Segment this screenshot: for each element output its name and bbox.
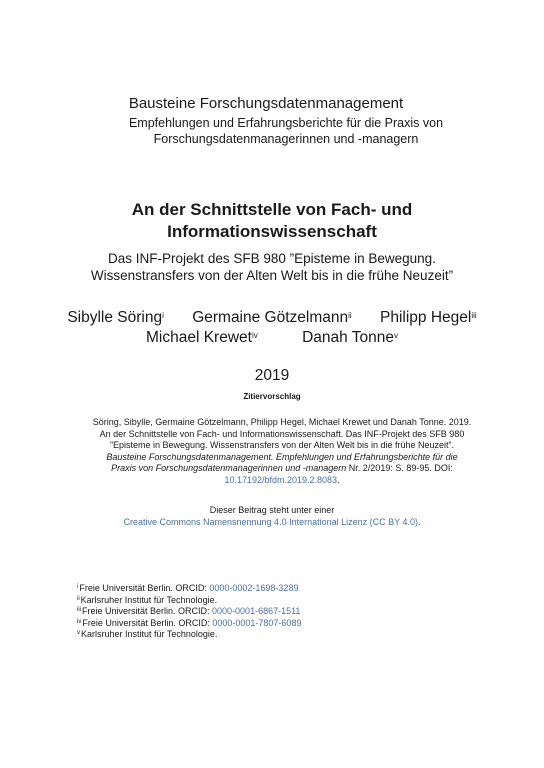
citation-line-2: An der Schnittstelle von Fach- und Informationswissenschaft. Das INF-Projekt des SFB 980 xyxy=(99,428,465,439)
article-title-line-2: Informationswissenschaft xyxy=(167,222,377,241)
license-line-2 xyxy=(0,517,544,529)
license-link[interactable]: Creative Commons Namensnennung 4.0 International Lizenz (CC BY 4.0) xyxy=(123,516,418,527)
license-end: . xyxy=(417,516,421,527)
author xyxy=(192,309,352,326)
author-row-2 xyxy=(0,328,544,348)
footnote-mark: iii xyxy=(77,607,81,613)
license-note xyxy=(0,505,544,528)
author-name: Sibylle Söring xyxy=(67,309,163,326)
article-subtitle xyxy=(0,250,544,284)
series-subtitle-line-1: Empfehlungen und Erfahrungsberichte für die Praxis von xyxy=(128,116,444,130)
citation-line-4 xyxy=(10,452,544,464)
footnote-mark: ii xyxy=(77,595,80,602)
article-title xyxy=(0,199,544,243)
author-mark: iv xyxy=(251,331,258,340)
series-title: Bausteine Forschungsdatenmanagement xyxy=(128,95,404,112)
footnote xyxy=(77,595,301,607)
author-name: Danah Tonne xyxy=(302,329,394,346)
orcid-link[interactable]: 0000-0001-7807-6089 xyxy=(212,617,302,628)
series-subtitle-line-2: Forschungsdatenmanagerinnen und -managern xyxy=(153,132,419,146)
footnote xyxy=(77,583,301,595)
article-title-line-1: An der Schnittstelle von Fach- und xyxy=(131,200,413,219)
footnote-text: Karlsruher Institut für Technologie. xyxy=(81,629,218,639)
author-name: Germaine Götzelmann xyxy=(192,309,349,326)
footnote-text: Freie Universität Berlin. ORCID: xyxy=(82,606,213,616)
footnote-mark: i xyxy=(77,584,79,590)
article-subtitle-line-2: Wissenstransfers von der Alten Welt bis in die frühe Neuzeit” xyxy=(90,268,454,283)
citation-issue: Nr. 2/2019: S. 89-95. DOI: xyxy=(346,463,453,473)
footnote-text: Freie Universität Berlin. ORCID: xyxy=(82,617,213,628)
author xyxy=(380,309,477,326)
author-name: Philipp Hegel xyxy=(380,309,472,326)
author-mark: v xyxy=(394,331,398,340)
footnote-mark: iv xyxy=(77,618,82,625)
author xyxy=(67,309,164,326)
author-mark: iii xyxy=(471,311,477,320)
author-row-1 xyxy=(0,308,544,328)
author-list xyxy=(0,308,544,348)
footnote xyxy=(77,606,301,618)
footnote xyxy=(77,629,301,641)
citation-heading: Zitiervorschlag xyxy=(243,392,301,401)
doi-end: . xyxy=(337,474,340,485)
publication-year: 2019 xyxy=(254,367,290,384)
citation-line-3: ”Episteme in Bewegung. Wissenstransfers von der Alten Welt bis in die frühe Neuzeit”. xyxy=(110,440,454,450)
orcid-link[interactable]: 0000-0002-1698-3289 xyxy=(209,583,299,593)
author-mark: i xyxy=(162,311,164,320)
author-name: Michael Krewet xyxy=(146,329,252,346)
series-subtitle xyxy=(14,115,544,147)
author-mark: ii xyxy=(348,311,352,320)
author xyxy=(302,329,398,346)
citation-line-6 xyxy=(10,475,544,487)
author xyxy=(146,329,258,346)
citation-line-1: Söring, Sibylle, Germaine Götzelmann, Philipp Hegel, Michael Krewet und Danah Tonne. 2019. xyxy=(92,417,472,427)
footnote-text: Karlsruher Institut für Technologie. xyxy=(80,594,218,605)
orcid-link[interactable]: 0000-0001-6867-1511 xyxy=(212,606,301,616)
article-subtitle-line-1: Das INF-Projekt des SFB 980 ”Episteme in Bewegung. xyxy=(108,251,436,266)
footnote-mark: v xyxy=(77,630,80,636)
footnotes xyxy=(77,583,301,641)
footnote xyxy=(77,618,301,630)
footnote-text: Freie Universität Berlin. ORCID: xyxy=(79,583,210,593)
citation-series-italic: Bausteine Forschungsdatenmanagement. Empfehlungen und Erfahrungsberichte für die xyxy=(106,451,458,462)
citation-text xyxy=(10,417,544,486)
doi-link[interactable]: 10.17192/bfdm.2019.2.8083 xyxy=(224,474,338,485)
license-line-1: Dieser Beitrag steht unter einer xyxy=(209,505,335,515)
citation-series-italic-2: Praxis von Forschungsdatenmanagerinnen und -managern xyxy=(111,463,347,473)
citation-line-5 xyxy=(10,463,544,475)
